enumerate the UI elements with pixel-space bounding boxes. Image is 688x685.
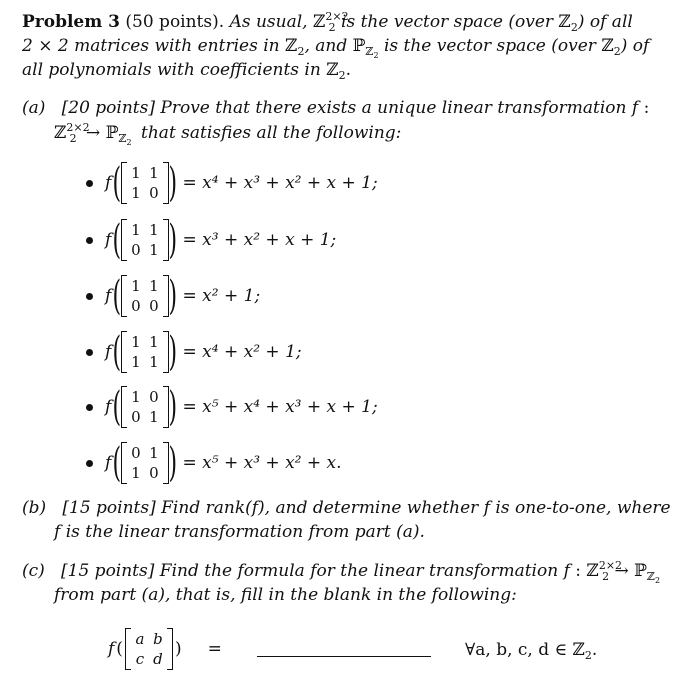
- part-b-line-1: [22, 497, 671, 519]
- problem-intro-line-3: [22, 59, 351, 81]
- intro-text: all polynomials with coefficients in: [22, 60, 321, 80]
- bullet-rhs: x³ + x² + x + 1;: [202, 230, 337, 250]
- problem-intro-line-2: [22, 35, 650, 60]
- part-a-label: (a): [22, 98, 46, 118]
- bullet-dot: [86, 237, 93, 244]
- intro-text: As usual,: [229, 12, 308, 32]
- bullet-item-2: f ( 1 1 0 1 ) = x³ + x² + x + 1;: [86, 217, 336, 263]
- intro-text: ) of: [620, 36, 650, 56]
- part-a-line-2: ℤ$^{2\times 2}_2$ → ℙ$_{ℤ_2}$ that satisfies all the following:: [54, 121, 402, 147]
- bullet-dot: [86, 293, 93, 300]
- bullet-dot: [86, 180, 93, 187]
- problem-points: (50 points).: [125, 12, 225, 32]
- bullet-item-4: f ( 1 1 1 1 ) = x⁴ + x² + 1;: [86, 329, 302, 375]
- intro-text: is the vector space (over: [383, 36, 596, 56]
- intro-text: 2 × 2 matrices with entries in: [22, 36, 280, 56]
- part-b-text: Find rank(f), and determine whether f is one-to-one, where: [161, 498, 671, 518]
- z2-symbol: ℤ$_2$: [326, 60, 346, 82]
- answer-blank[interactable]: [257, 656, 431, 657]
- part-c-text: from part (a), that is, fill in the blank in the following:: [54, 585, 517, 605]
- matrix-5: 1 0 0 1: [121, 386, 169, 428]
- z2-symbol: ℤ$_2$: [285, 36, 305, 58]
- bullet-rhs: x⁴ + x³ + x² + x + 1;: [202, 173, 378, 193]
- part-a-text: that satisfies all the following:: [141, 123, 402, 143]
- part-b-label: (b): [22, 498, 47, 518]
- z2-symbol: ℤ$_2$: [601, 36, 621, 58]
- part-b-points: [15 points]: [62, 498, 156, 518]
- bullet-dot: [86, 349, 93, 356]
- bullet-item-1: f ( 1 1 1 0 ) = x⁴ + x³ + x² + x + 1;: [86, 160, 378, 206]
- bullet-dot: [86, 460, 93, 467]
- part-c-text: Find the formula for the linear transformation: [159, 561, 559, 581]
- problem-heading: Problem 3: [22, 12, 120, 32]
- matrix-2: 1 1 0 1: [121, 219, 169, 261]
- intro-text: .: [345, 60, 352, 80]
- bullet-item-6: f ( 0 1 1 0 ) = x⁵ + x³ + x² + x.: [86, 440, 342, 486]
- part-c-line-2: [54, 584, 517, 606]
- forall-clause: ∀a, b, c, d ∈ ℤ$_2$.: [465, 640, 598, 662]
- bullet-item-5: f ( 1 0 0 1 ) = x⁵ + x⁴ + x³ + x + 1;: [86, 384, 378, 430]
- part-c-line-1: (c) [15 points] Find the formula for the linear transformation f : ℤ$^{2\times 2}_2$ → ℙ$_{ℤ_2}$: [22, 559, 661, 585]
- part-a-points: [20 points]: [61, 98, 155, 118]
- matrix-abcd: a b c d: [125, 628, 173, 670]
- part-c-formula: f ( a b c d ) =: [108, 630, 222, 668]
- matrix-6: 0 1 1 0: [121, 442, 169, 484]
- z2-symbol: ℤ$_2$: [558, 12, 578, 34]
- part-b-text: f is the linear transformation from part (a).: [54, 522, 425, 542]
- poly-space-symbol: ℙ$_{ℤ_2}$: [352, 36, 379, 60]
- part-a-text: Prove that there exists a unique linear transformation: [160, 98, 627, 118]
- equals-sign: =: [207, 639, 222, 659]
- matrix-1: 1 1 1 0: [121, 162, 169, 204]
- poly-space-symbol: ℙ$_{ℤ_2}$: [634, 561, 661, 585]
- part-c-label: (c): [22, 561, 45, 581]
- matrix-3: 1 1 0 0: [121, 275, 169, 317]
- part-a-line-1: (a) [20 points] Prove that there exists a unique linear transformation f :: [22, 98, 650, 118]
- bullet-rhs: x⁴ + x² + 1;: [202, 342, 302, 362]
- poly-space-symbol: ℙ$_{ℤ_2}$: [105, 123, 132, 147]
- intro-text: is the vector space (over: [341, 12, 554, 32]
- bullet-rhs: x⁵ + x³ + x² + x.: [202, 453, 342, 473]
- problem-intro-line-1: [22, 11, 633, 33]
- bullet-item-3: f ( 1 1 0 0 ) = x² + 1;: [86, 273, 260, 319]
- bullet-rhs: x⁵ + x⁴ + x³ + x + 1;: [202, 397, 378, 417]
- part-c-points: [15 points]: [61, 561, 155, 581]
- bullet-rhs: x² + 1;: [202, 286, 261, 306]
- bullet-dot: [86, 404, 93, 411]
- matrix-4: 1 1 1 1: [121, 331, 169, 373]
- intro-text: ) of all: [577, 12, 633, 32]
- part-b-line-2: [54, 521, 425, 543]
- matrix-space-symbol: ℤ$^{2\times 2}_2$: [586, 559, 623, 583]
- matrix-space-symbol: ℤ$^{2\times 2}_2$: [312, 10, 349, 34]
- intro-text: , and: [304, 36, 348, 56]
- matrix-space-symbol: ℤ$^{2\times 2}_2$: [54, 121, 90, 145]
